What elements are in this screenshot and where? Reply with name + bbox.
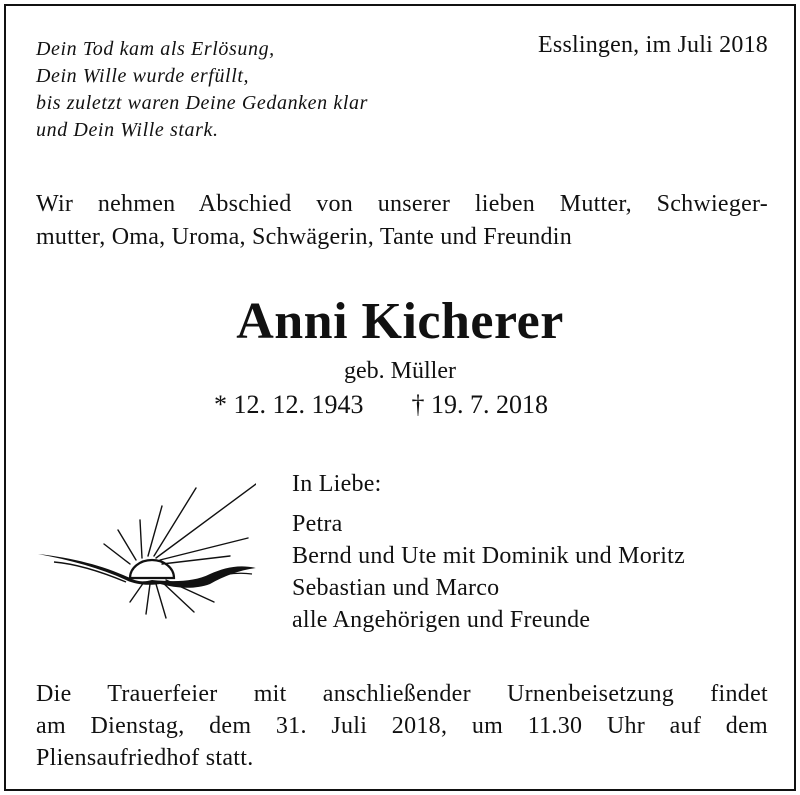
birth-date: * 12. 12. 1943 — [214, 390, 364, 419]
sunset-bird-icon — [34, 478, 256, 630]
service-line: Die Trauerfeier mit anschließender Urnenbeisetzung findet — [36, 681, 768, 707]
mourner-line: Petra — [292, 511, 343, 537]
intro-text — [36, 188, 768, 254]
death-date: † 19. 7. 2018 — [411, 390, 548, 419]
poem-line: Dein Tod kam als Erlösung, — [36, 38, 275, 60]
service-line: am Dienstag, dem 31. Juli 2018, um 11.30 Uhr auf dem — [36, 713, 768, 739]
poem-line: Dein Wille wurde erfüllt, — [36, 65, 250, 87]
poem — [36, 36, 368, 144]
obituary-notice — [4, 4, 796, 791]
service-info — [36, 678, 768, 774]
place-date: Esslingen, im Juli 2018 — [538, 32, 768, 58]
service-line: Pliensaufriedhof statt. — [36, 745, 254, 771]
deceased-name: Anni Kicherer — [236, 293, 564, 350]
poem-line: und Dein Wille stark. — [36, 119, 219, 141]
mourner-line: Sebastian und Marco — [292, 575, 500, 601]
maiden-name: geb. Müller — [344, 358, 456, 384]
mourners — [292, 468, 685, 636]
mourner-line: alle Angehörigen und Freunde — [292, 607, 591, 633]
intro-line: mutter, Oma, Uroma, Schwägerin, Tante und Freundin — [36, 224, 572, 250]
intro-line: Wir nehmen Abschied von unserer lieben Mutter, Schwieger- — [36, 191, 768, 217]
life-dates — [214, 390, 548, 420]
poem-line: bis zuletzt waren Deine Gedanken klar — [36, 92, 368, 114]
mourners-heading: In Liebe: — [292, 471, 382, 497]
mourner-line: Bernd und Ute mit Dominik und Moritz — [292, 543, 685, 569]
